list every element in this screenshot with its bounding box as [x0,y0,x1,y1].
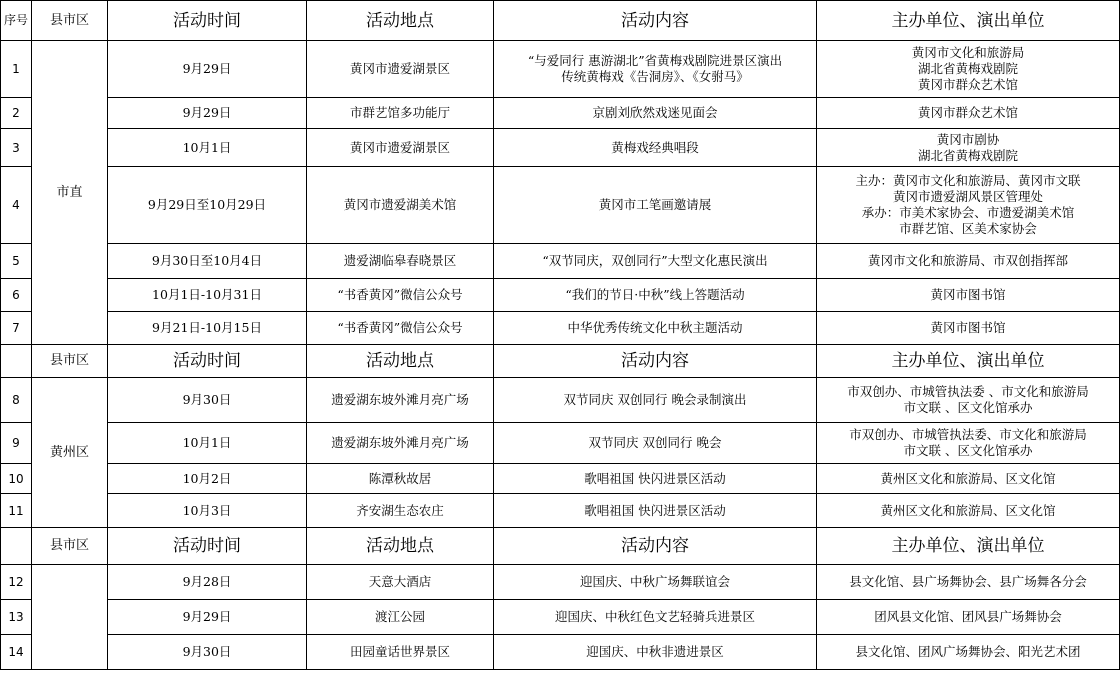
organizer-cell-line: 湖北省黄梅戏剧院 [917,147,1018,163]
organizer-cell-line: 黄冈市剧协 [936,131,1000,147]
time-cell: 10月2日 [108,464,307,494]
content-cell-line: “与爱同行 惠游湖北”省黄梅戏剧院进景区演出 [527,53,783,68]
content-header: 活动内容 [494,528,817,565]
time-cell: 9月21日-10月15日 [108,312,307,345]
content-cell-line: 歌唱祖国 快闪进景区活动 [584,470,726,486]
content-cell-line: 中华优秀传统文化中秋主题活动 [567,320,743,335]
table-row [1,494,1120,528]
time-cell: 9月30日至10月4日 [108,244,307,279]
time-cell: 9月29日至10月29日 [108,167,307,244]
content-cell-line: 京剧刘欣然戏迷见面会 [592,105,718,120]
place-cell: “书香黄冈”微信公众号 [307,312,494,345]
county-header: 县市区 [32,345,108,378]
organizer-cell [817,635,1120,670]
organizer-cell [817,312,1120,345]
row-number: 5 [1,244,32,279]
table-row [1,129,1120,167]
organizer-header: 主办单位、演出单位 [817,345,1120,378]
content-cell-line: 迎国庆、中秋广场舞联谊会 [579,574,730,589]
organizer-cell-line: 黄冈市文化和旅游局、市双创指挥部 [867,253,1068,268]
content-cell-line: 迎国庆、中秋非遗进景区 [586,644,724,659]
table-row [1,565,1120,600]
row-number: 7 [1,312,32,345]
organizer-cell [817,464,1120,494]
seq-header: 序号 [1,1,32,41]
table-row [1,312,1120,345]
organizer-cell [817,600,1120,635]
time-cell: 10月1日 [108,423,307,464]
content-cell [494,378,817,423]
seq-header-empty [1,528,32,565]
place-cell: 渡江公园 [307,600,494,635]
header-row [1,345,1120,378]
organizer-cell [817,41,1120,98]
organizer-cell [817,98,1120,129]
time-header: 活动时间 [108,528,307,565]
time-cell: 10月1日 [108,129,307,167]
place-cell: 黄冈市遗爱湖景区 [307,129,494,167]
content-header: 活动内容 [494,345,817,378]
row-number: 9 [1,423,32,464]
row-number: 6 [1,279,32,312]
time-cell: 10月1日-10月31日 [108,279,307,312]
table-row [1,464,1120,494]
row-number: 11 [1,494,32,528]
place-cell: 田园童话世界景区 [307,635,494,670]
content-cell-line: 黄冈市工笔画邀请展 [598,197,712,212]
place-header: 活动地点 [307,1,494,41]
time-header: 活动时间 [108,345,307,378]
organizer-cell [817,244,1120,279]
content-cell [494,494,817,528]
table-row [1,378,1120,423]
content-header: 活动内容 [494,1,817,41]
place-cell: 天意大酒店 [307,565,494,600]
organizer-cell-line: 市文联 、区文化馆承办 [903,443,1033,458]
time-cell: 9月29日 [108,98,307,129]
row-number: 8 [1,378,32,423]
table-row [1,279,1120,312]
header-row [1,1,1120,41]
content-cell [494,279,817,312]
time-cell: 9月29日 [108,600,307,635]
place-cell: “书香黄冈”微信公众号 [307,279,494,312]
place-cell: 市群艺馆多功能厅 [307,98,494,129]
organizer-cell-line: 市群艺馆、区美术家协会 [899,221,1037,236]
organizer-cell [817,423,1120,464]
organizer-cell-line: 黄冈市图书馆 [930,320,1006,335]
time-cell: 9月29日 [108,41,307,98]
content-cell-line: 黄梅戏经典唱段 [611,139,699,155]
row-number: 10 [1,464,32,494]
row-number: 2 [1,98,32,129]
row-number: 12 [1,565,32,600]
county-header: 县市区 [32,1,108,41]
content-cell [494,600,817,635]
table-row [1,423,1120,464]
organizer-cell-line: 黄州区文化和旅游局、区文化馆 [880,470,1056,486]
content-cell-line: 歌唱祖国 快闪进景区活动 [584,502,726,518]
place-cell: 黄冈市遗爱湖美术馆 [307,167,494,244]
organizer-cell [817,279,1120,312]
time-cell: 9月30日 [108,635,307,670]
time-cell: 9月30日 [108,378,307,423]
county-cell: 市直 [32,41,108,345]
time-header: 活动时间 [108,1,307,41]
row-number: 13 [1,600,32,635]
content-cell-line: “双节同庆，双创同行”大型文化惠民演出 [542,253,768,268]
organizer-cell-line: 主办：黄冈市文化和旅游局、黄冈市文联 [855,173,1081,188]
seq-header-empty [1,345,32,378]
place-cell: 遗爱湖东坡外滩月亮广场 [307,378,494,423]
table-row [1,167,1120,244]
organizer-cell-line: 黄冈市群众艺术馆 [917,105,1018,120]
time-cell: 10月3日 [108,494,307,528]
content-cell [494,41,817,98]
organizer-cell-line: 湖北省黄梅戏剧院 [917,61,1018,76]
row-number: 4 [1,167,32,244]
table-row [1,244,1120,279]
content-cell-line: 迎国庆、中秋红色文艺轻骑兵进景区 [554,609,755,624]
county-header: 县市区 [32,528,108,565]
place-cell: 黄冈市遗爱湖景区 [307,41,494,98]
time-cell: 9月28日 [108,565,307,600]
organizer-cell-line: 县文化馆、县广场舞协会、县广场舞各分会 [849,574,1087,589]
place-header: 活动地点 [307,345,494,378]
content-cell [494,635,817,670]
content-cell [494,167,817,244]
organizer-header: 主办单位、演出单位 [817,528,1120,565]
organizer-cell [817,167,1120,244]
place-cell: 遗爱湖东坡外滩月亮广场 [307,423,494,464]
table-row [1,41,1120,98]
organizer-cell [817,494,1120,528]
row-number: 1 [1,41,32,98]
place-cell: 齐安湖生态农庄 [307,494,494,528]
content-cell-line: 双节同庆 双创同行 晚会 [588,435,722,450]
county-cell [32,565,108,670]
organizer-cell-line: 黄州区文化和旅游局、区文化馆 [880,502,1056,518]
organizer-cell-line: 承办：市美术家协会、市遗爱湖美术馆 [861,205,1075,220]
table-row [1,600,1120,635]
organizer-cell-line: 黄冈市图书馆 [930,287,1006,302]
content-cell [494,129,817,167]
row-number: 3 [1,129,32,167]
county-cell: 黄州区 [32,378,108,528]
content-cell [494,244,817,279]
organizer-cell-line: 县文化馆、团风广场舞协会、阳光艺术团 [855,644,1081,659]
place-cell: 遗爱湖临皋春晓景区 [307,244,494,279]
content-cell [494,312,817,345]
header-row [1,528,1120,565]
organizer-cell [817,129,1120,167]
content-cell-line: 双节同庆 双创同行 晚会录制演出 [563,392,747,407]
content-cell [494,565,817,600]
organizer-cell-line: 黄冈市群众艺术馆 [917,77,1018,92]
organizer-cell-line: 市双创办、市城管执法委 、市文化和旅游局 [847,384,1089,399]
organizer-cell-line: 市文联 、区文化馆承办 [903,400,1033,415]
organizer-cell [817,378,1120,423]
place-header: 活动地点 [307,528,494,565]
table-row [1,98,1120,129]
content-cell-line: “我们的节日·中秋”线上答题活动 [565,287,745,302]
organizer-cell-line: 黄冈市文化和旅游局 [911,45,1025,60]
table-row [1,635,1120,670]
row-number: 14 [1,635,32,670]
content-cell [494,423,817,464]
organizer-cell-line: 黄冈市遗爱湖风景区管理处 [892,189,1043,204]
organizer-cell [817,565,1120,600]
organizer-cell-line: 团风县文化馆、团风县广场舞协会 [874,609,1062,624]
content-cell [494,98,817,129]
content-cell-line: 传统黄梅戏《告洞房》、《女驸马》 [561,69,749,84]
organizer-header: 主办单位、演出单位 [817,1,1120,41]
organizer-cell-line: 市双创办、市城管执法委、市文化和旅游局 [849,427,1087,442]
content-cell [494,464,817,494]
place-cell: 陈潭秋故居 [307,464,494,494]
